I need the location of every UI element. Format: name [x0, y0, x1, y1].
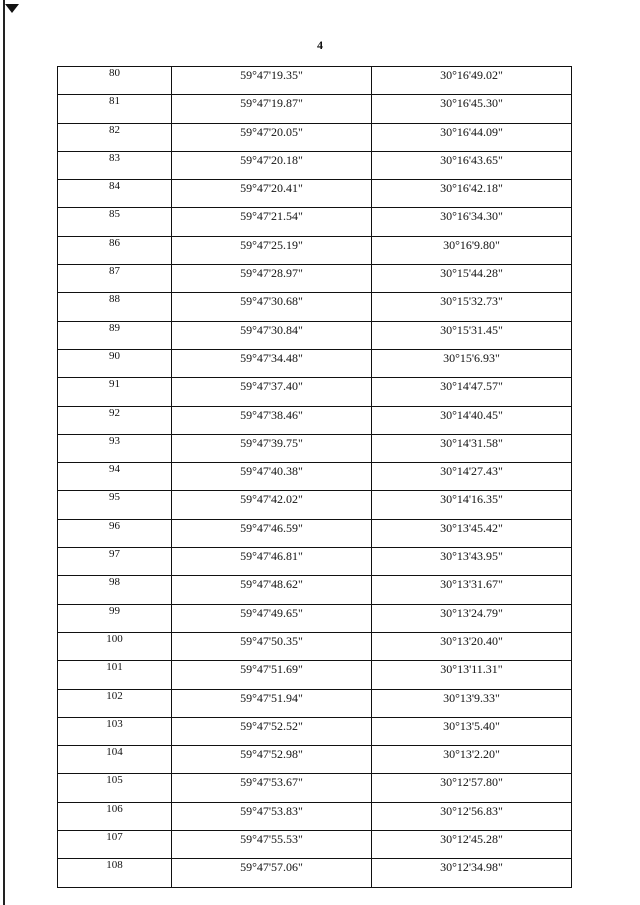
longitude-cell: 30°16'44.09" [372, 123, 572, 151]
point-number-cell: 98 [58, 576, 172, 604]
longitude-cell: 30°13'43.95" [372, 548, 572, 576]
point-number-cell: 92 [58, 406, 172, 434]
point-number-cell: 91 [58, 378, 172, 406]
table-row [58, 746, 572, 774]
table-row [58, 123, 572, 151]
table-row [58, 859, 572, 887]
latitude-cell: 59°47'48.62" [172, 576, 372, 604]
point-number-cell: 101 [58, 661, 172, 689]
latitude-cell: 59°47'53.83" [172, 802, 372, 830]
longitude-cell: 30°16'43.65" [372, 151, 572, 179]
latitude-cell: 59°47'52.98" [172, 746, 372, 774]
table-row [58, 208, 572, 236]
latitude-cell: 59°47'30.68" [172, 293, 372, 321]
point-number-cell: 104 [58, 746, 172, 774]
latitude-cell: 59°47'25.19" [172, 236, 372, 264]
latitude-cell: 59°47'30.84" [172, 321, 372, 349]
latitude-cell: 59°47'34.48" [172, 349, 372, 377]
latitude-cell: 59°47'38.46" [172, 406, 372, 434]
table-row [58, 378, 572, 406]
table-row [58, 661, 572, 689]
point-number-cell: 103 [58, 717, 172, 745]
table-row [58, 491, 572, 519]
latitude-cell: 59°47'37.40" [172, 378, 372, 406]
longitude-cell: 30°15'32.73" [372, 293, 572, 321]
latitude-cell: 59°47'51.94" [172, 689, 372, 717]
point-number-cell: 102 [58, 689, 172, 717]
longitude-cell: 30°13'11.31" [372, 661, 572, 689]
table-row [58, 717, 572, 745]
point-number-cell: 100 [58, 632, 172, 660]
table-row [58, 67, 572, 95]
table-row [58, 831, 572, 859]
point-number-cell: 87 [58, 265, 172, 293]
point-number-cell: 105 [58, 774, 172, 802]
table-row [58, 180, 572, 208]
longitude-cell: 30°16'9.80" [372, 236, 572, 264]
point-number-cell: 108 [58, 859, 172, 887]
table-row [58, 632, 572, 660]
longitude-cell: 30°13'31.67" [372, 576, 572, 604]
longitude-cell: 30°12'57.80" [372, 774, 572, 802]
point-number-cell: 84 [58, 180, 172, 208]
longitude-cell: 30°12'34.98" [372, 859, 572, 887]
table-row [58, 463, 572, 491]
point-number-cell: 107 [58, 831, 172, 859]
latitude-cell: 59°47'49.65" [172, 604, 372, 632]
latitude-cell: 59°47'55.53" [172, 831, 372, 859]
point-number-cell: 89 [58, 321, 172, 349]
latitude-cell: 59°47'50.35" [172, 632, 372, 660]
table-row [58, 265, 572, 293]
table-row [58, 802, 572, 830]
latitude-cell: 59°47'57.06" [172, 859, 372, 887]
longitude-cell: 30°12'56.83" [372, 802, 572, 830]
table-row [58, 321, 572, 349]
latitude-cell: 59°47'52.52" [172, 717, 372, 745]
table-row [58, 95, 572, 123]
point-number-cell: 85 [58, 208, 172, 236]
point-number-cell: 93 [58, 434, 172, 462]
point-number-cell: 94 [58, 463, 172, 491]
table-row [58, 576, 572, 604]
coordinates-table-body [58, 67, 572, 888]
table-row [58, 434, 572, 462]
longitude-cell: 30°15'6.93" [372, 349, 572, 377]
latitude-cell: 59°47'42.02" [172, 491, 372, 519]
longitude-cell: 30°14'16.35" [372, 491, 572, 519]
page-number: 4 [317, 38, 323, 52]
longitude-cell: 30°16'45.30" [372, 95, 572, 123]
point-number-cell: 81 [58, 95, 172, 123]
latitude-cell: 59°47'51.69" [172, 661, 372, 689]
point-number-cell: 88 [58, 293, 172, 321]
longitude-cell: 30°13'45.42" [372, 519, 572, 547]
table-row [58, 349, 572, 377]
longitude-cell: 30°13'24.79" [372, 604, 572, 632]
longitude-cell: 30°16'49.02" [372, 67, 572, 95]
longitude-cell: 30°14'31.58" [372, 434, 572, 462]
longitude-cell: 30°13'2.20" [372, 746, 572, 774]
corner-arrow-icon [5, 4, 19, 13]
longitude-cell: 30°13'20.40" [372, 632, 572, 660]
table-row [58, 689, 572, 717]
latitude-cell: 59°47'20.41" [172, 180, 372, 208]
table-row [58, 293, 572, 321]
latitude-cell: 59°47'19.35" [172, 67, 372, 95]
point-number-cell: 96 [58, 519, 172, 547]
coordinates-table [57, 66, 572, 888]
longitude-cell: 30°15'44.28" [372, 265, 572, 293]
latitude-cell: 59°47'46.81" [172, 548, 372, 576]
point-number-cell: 90 [58, 349, 172, 377]
longitude-cell: 30°14'27.43" [372, 463, 572, 491]
table-row [58, 519, 572, 547]
longitude-cell: 30°14'40.45" [372, 406, 572, 434]
latitude-cell: 59°47'39.75" [172, 434, 372, 462]
longitude-cell: 30°13'9.33" [372, 689, 572, 717]
point-number-cell: 80 [58, 67, 172, 95]
longitude-cell: 30°16'42.18" [372, 180, 572, 208]
table-row [58, 406, 572, 434]
table-row [58, 236, 572, 264]
table-row [58, 604, 572, 632]
latitude-cell: 59°47'20.05" [172, 123, 372, 151]
point-number-cell: 86 [58, 236, 172, 264]
table-row [58, 548, 572, 576]
point-number-cell: 95 [58, 491, 172, 519]
latitude-cell: 59°47'28.97" [172, 265, 372, 293]
point-number-cell: 97 [58, 548, 172, 576]
point-number-cell: 106 [58, 802, 172, 830]
latitude-cell: 59°47'40.38" [172, 463, 372, 491]
latitude-cell: 59°47'53.67" [172, 774, 372, 802]
longitude-cell: 30°14'47.57" [372, 378, 572, 406]
point-number-cell: 82 [58, 123, 172, 151]
longitude-cell: 30°15'31.45" [372, 321, 572, 349]
table-row [58, 151, 572, 179]
table-row [58, 774, 572, 802]
latitude-cell: 59°47'46.59" [172, 519, 372, 547]
page-left-edge [3, 0, 5, 905]
longitude-cell: 30°13'5.40" [372, 717, 572, 745]
latitude-cell: 59°47'19.87" [172, 95, 372, 123]
latitude-cell: 59°47'20.18" [172, 151, 372, 179]
latitude-cell: 59°47'21.54" [172, 208, 372, 236]
point-number-cell: 83 [58, 151, 172, 179]
point-number-cell: 99 [58, 604, 172, 632]
longitude-cell: 30°12'45.28" [372, 831, 572, 859]
longitude-cell: 30°16'34.30" [372, 208, 572, 236]
